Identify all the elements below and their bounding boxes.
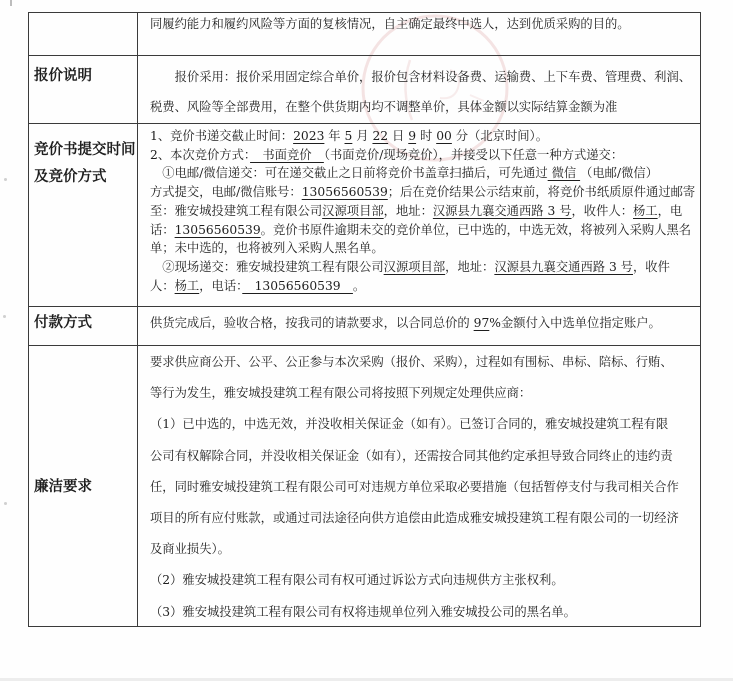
underlined-value: 汉源项目部: [383, 259, 446, 274]
text-segment: 方式提交，电邮/微信账号：: [150, 185, 302, 200]
text-segment: 分（北京时间）。: [451, 129, 548, 143]
row-label: [29, 124, 138, 306]
row-integrity-requirements: [29, 346, 700, 626]
text-line: [150, 277, 692, 296]
text-line: [150, 472, 692, 503]
text-line: [150, 347, 692, 378]
text-segment: 报价采用：报价采用固定综合单价，报价包含材料设备费、运输费、上下车费、管理费、利润、: [150, 70, 692, 84]
underlined-value: 微信: [547, 166, 581, 181]
underlined-value: 13056560539: [174, 222, 261, 237]
row-quotation-note: [29, 56, 700, 124]
text-line: [150, 62, 692, 92]
row-bid-submission-time-and-method: [29, 124, 700, 307]
row-label-line: 廉洁要求: [34, 477, 92, 495]
underlined-value: 13056560539: [301, 185, 388, 200]
row-label: [29, 307, 138, 345]
text-segment: 2、本次竞价方式：: [150, 147, 251, 162]
scan-speck: [4, 178, 7, 181]
underlined-value: 9: [408, 129, 417, 143]
text-line: [150, 441, 692, 472]
text-line: [150, 164, 692, 183]
row-label: [29, 346, 138, 626]
underlined-value: 汉源项目部: [322, 203, 384, 218]
row-content: [138, 56, 700, 123]
scan-artifact: [10, 0, 12, 6]
text-segment: 年: [324, 129, 345, 143]
underlined-value: 杨工: [633, 203, 658, 218]
text-line: [150, 127, 692, 146]
row-payment-method: [29, 307, 700, 346]
text-segment: （3）雅安城投建筑工程有限公司有权将违规单位列入雅安城投公司的黑名单。: [150, 604, 576, 619]
text-segment: 时: [416, 129, 437, 143]
row-content: [138, 13, 700, 55]
text-segment: 公司有权解除合同，并没收相关保证金（如有），还需按合同其他约定承担导致合同终止的违约责: [150, 448, 673, 463]
row-label: [29, 13, 138, 55]
row-content: [138, 124, 700, 306]
text-segment: 要求供应商公开、公平、公正参与本次采购（报价、采购），过程如有围标、串标、陪标、行贿、: [150, 355, 673, 369]
text-segment: 单；未中选的，也将被列入采购人黑名单。: [150, 241, 384, 256]
scan-speck: [4, 502, 7, 505]
text-segment: ，电: [657, 203, 683, 218]
row-review-continuation: [29, 13, 700, 56]
text-line: [150, 565, 692, 596]
text-segment: 话：: [150, 222, 175, 237]
text-line: [150, 258, 692, 277]
text-segment: （1）已中选的，中选无效，并没收相关保证金（如有）。已签订合同的，雅安城投建筑工程有限: [150, 417, 669, 432]
row-content: [138, 307, 700, 345]
text-segment: 税费、风险等全部费用，在整个供货期内均不调整单价，具体金额以实际结算金额为准: [150, 100, 618, 114]
underlined-value: 00: [436, 129, 452, 143]
scan-speck: [3, 315, 6, 318]
underlined-value: 2023: [293, 129, 325, 143]
underlined-value: 22: [372, 129, 389, 143]
text-segment: （书面竞价/现场竞价），并接受以下任意一种方式递交：: [323, 147, 624, 162]
text-segment: ，电话：: [199, 278, 243, 293]
text-segment: 同履约能力和履约风险等方面的复核情况，自主确定最终中选人，达到优质采购的目的。: [150, 17, 630, 31]
text-line: [150, 239, 692, 258]
text-segment: 及商业损失）。: [150, 542, 230, 557]
text-line: [150, 315, 692, 332]
text-line: [150, 146, 692, 165]
text-line: [150, 597, 692, 626]
text-line: [150, 503, 692, 534]
row-label-line: 竞价书提交时间: [34, 141, 136, 158]
underlined-value: 5: [344, 129, 353, 143]
text-line: [150, 409, 692, 440]
text-line: [150, 378, 692, 409]
text-segment: ①电邮/微信递交：可在递交截止之日前将竞价书盖章扫描后，可先通过: [150, 166, 548, 181]
text-line: [150, 221, 692, 240]
row-label: [29, 56, 138, 123]
text-segment: 供货完成后，验收合格，按我司的请款要求，以合同总价的: [150, 316, 474, 330]
text-segment: 人：: [150, 278, 175, 293]
text-segment: %金额付入中选单位指定账户。: [489, 316, 661, 330]
row-label-line: 付款方式: [34, 314, 92, 331]
procurement-terms-table: [28, 12, 701, 627]
underlined-value: 书面竞价: [250, 147, 324, 162]
text-segment: 等行为发生，雅安城投建筑工程有限公司将按照下列规定处理供应商：: [150, 386, 532, 401]
row-label-line: 及竞价方式: [34, 168, 107, 185]
text-segment: ，地址：: [383, 203, 433, 218]
text-segment: ②现场递交：雅安城投建筑工程有限公司: [150, 259, 384, 274]
text-line: [150, 202, 692, 221]
underlined-value: 汉源县九襄交通西路 3 号: [494, 259, 633, 274]
text-segment: 至：雅安城投建筑工程有限公司: [150, 203, 323, 218]
text-segment: （2）雅安城投建筑工程有限公司有权可通过诉讼方式向违规供方主张权利。: [150, 573, 564, 588]
text-line: [150, 92, 692, 122]
text-line: [150, 183, 696, 202]
text-segment: ，收件人：: [571, 203, 633, 218]
text-line: [150, 534, 692, 565]
underlined-value: 13056560539: [242, 278, 353, 293]
text-line: [150, 16, 692, 33]
text-segment: 项目的所有应付账款，或通过司法途径向供方追偿由此造成雅安城投建筑工程有限公司的一切经济: [150, 511, 679, 526]
text-segment: 1、竞价书递交截止时间：: [150, 129, 294, 143]
text-segment: ；后在竞价结果公示结束前，将竞价书纸质原件通过邮寄: [387, 185, 696, 200]
text-segment: 月: [352, 129, 373, 143]
row-label-line: 报价说明: [34, 67, 92, 84]
text-segment: ，收件: [632, 259, 670, 274]
underlined-value: 97: [473, 316, 490, 330]
text-segment: 日: [388, 129, 409, 143]
text-segment: 任，同时雅安城投建筑工程有限公司可对违规方单位采取必要措施（包括暂停支付与我司相关合作: [150, 479, 679, 494]
text-segment: 。竞价书原件逾期未交的竞价单位，已中选的，中选无效，将被列入采购人黑名: [260, 222, 692, 237]
text-segment: （电邮/微信）: [580, 166, 659, 181]
text-segment: 。: [352, 278, 366, 293]
underlined-value: 杨工: [174, 278, 200, 293]
text-segment: ，地址：: [445, 259, 495, 274]
row-content: [138, 346, 700, 626]
underlined-value: 汉源县九襄交通西路 3 号: [432, 203, 572, 218]
